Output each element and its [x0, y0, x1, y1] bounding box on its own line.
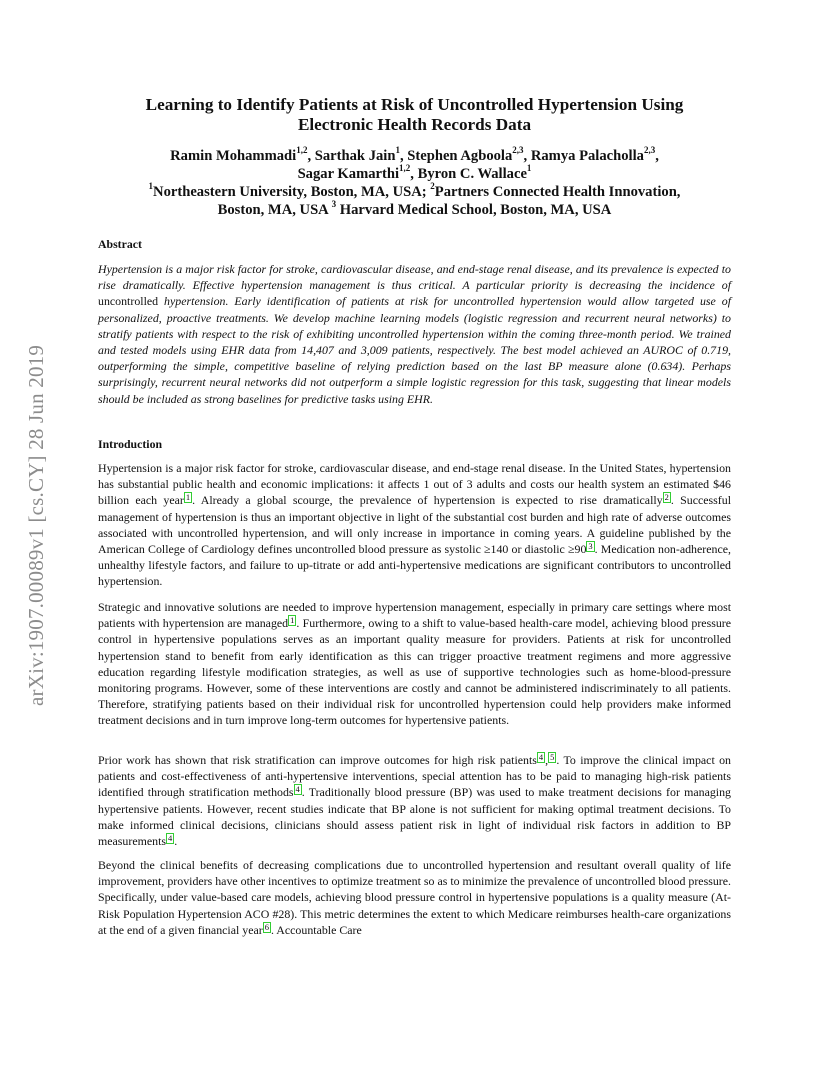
author-separator: ,	[655, 148, 659, 164]
citation-link[interactable]: 5	[550, 752, 555, 762]
paragraph-text: Strategic and innovative solutions are needed to improve hypertension management, especially in primary care settings where most patients with hypertension are managed	[98, 600, 731, 631]
paper-title	[98, 95, 731, 135]
citation-link[interactable]: 2	[664, 492, 669, 503]
affiliation-marker: 2,3	[512, 145, 524, 156]
paragraph-text: . Furthermore, owing to a shift to value-based health-care model, achieving blood pressure control in hypertensive populations serves as an important quality measure for providers. Patients at risk for uncontrolled hypertension stand to benefit from early identification as this can trigger proactive treatment regimens and more aggressive education regarding lifestyle modification strategies, as well as use of supportive technologies such as home-blood-pressure monitoring programs. However, some of these interventions are costly and cannot be administered indiscriminately to all patients. Therefore, stratifying patients based on their individual risk for uncontrolled hypertension could help providers make informed treatment decisions and in turn improve long-term outcomes for hypertensive patients.	[98, 616, 732, 728]
abstract-text: hypertension. Early identification of patients at risk for uncontrolled hypertension would allow targeted use of personalized, proactive treatments. We develop machine learning models (logistic regression and recurrent neural networks) to stratify patients with respect to the risk of exhibiting uncontrolled hypertension within the coming three-month period. We trained and tested models using EHR data from 14,407 and 3,009 patients, respectively. The best model achieved an AUROC of 0.719, outperforming the simple, competitive baseline of relying prediction based on the last BP measure alone (0.634). Perhaps surprisingly, recurrent neural networks did not outperform a simple logistic regression for this task, suggesting that linear models should be included as strong baselines for predictive tasks using EHR.	[98, 294, 731, 406]
intro-paragraph-3	[98, 752, 731, 849]
affiliation-marker: 1	[395, 145, 400, 156]
abstract-emphasis: uncontrolled	[98, 294, 159, 309]
paragraph-text: .	[174, 834, 178, 849]
title-line-1: Learning to Identify Patients at Risk of Uncontrolled Hypertension Using	[145, 95, 684, 114]
introduction-heading: Introduction	[98, 437, 163, 451]
citation-link[interactable]: 4	[295, 784, 300, 795]
affiliation-marker: 1	[148, 181, 154, 192]
citation-link[interactable]: 4	[538, 752, 544, 762]
affiliation-text: Partners Connected Health Innovation,	[434, 184, 681, 200]
affiliation-marker: 1	[526, 163, 532, 174]
intro-paragraph-4	[98, 857, 731, 938]
author-name: , Byron C. Wallace	[410, 166, 527, 182]
affiliation-marker: 2,3	[643, 145, 656, 156]
intro-paragraph-2	[98, 599, 731, 729]
affiliation-marker: 1,2	[296, 145, 308, 156]
paragraph-text: Beyond the clinical benefits of decreasing complications due to uncontrolled hypertension and resultant overall quality of life improvement, providers have other incentives to optimize treatment so as to minimize the prevalence of uncontrolled blood pressure. Specifically, under value-based care models, achieving blood pressure control in hypertensive populations is a quality measure (At-Risk Population Hypertension ACO #28). This metric determines the extent to which Medicare reimburses health-care organizations at the end of a given financial year	[98, 858, 731, 937]
affiliation-text: Boston, MA, USA	[217, 202, 332, 218]
paragraph-text: . To improve the clinical impact on patients and cost-effectiveness of anti-hypertensive interventions, special attention has to be paid to managing high-risk patients identified through stratification methods	[98, 753, 731, 800]
citation-link[interactable]: 6	[264, 921, 269, 932]
author-name: , Ramya Palacholla	[523, 148, 644, 164]
author-name: , Sarthak Jain	[307, 148, 396, 164]
abstract-text: Hypertension is a major risk factor for stroke, cardiovascular disease, and end-stage renal disease, and its prevalence is expected to rise dramatically. Effective hypertension management is thus critical. A particular priority is decreasing the incidence of	[98, 262, 731, 293]
affiliation-marker: 1,2	[399, 163, 411, 174]
affiliation-marker: 2	[430, 181, 435, 192]
citation-separator: ,	[545, 753, 549, 767]
author-name: Ramin Mohammadi	[170, 148, 297, 164]
affiliation-text: Northeastern University, Boston, MA, USA;	[153, 184, 431, 200]
intro-paragraph-1	[98, 460, 731, 590]
arxiv-identifier-stamp: arXiv:1907.00089v1 [cs.CY] 28 Jun 2019	[24, 344, 48, 706]
affiliation-text: Harvard Medical School, Boston, MA, USA	[336, 202, 612, 218]
paragraph-text: . Successful management of hypertension is thus an important objective in light of the substantial cost burden and high rate of adverse outcomes associated with uncontrolled hypertension, and will only increase in importance in coming years. A guideline published by the American College of Cardiology defines uncontrolled blood pressure as systolic ≥140 or diastolic ≥90	[98, 493, 731, 557]
title-line-2: Electronic Health Records Data	[297, 115, 532, 134]
abstract-heading: Abstract	[98, 237, 142, 251]
paragraph-text: Hypertension is a major risk factor for stroke, cardiovascular disease, and end-stage renal disease. In the United States, hypertension has substantial public health and economic implications: it affects 1 out of 3 adults and costs our health system an estimated $46 billion each year	[98, 461, 731, 508]
citation-link[interactable]: 4	[168, 833, 173, 844]
affiliation-marker: 3	[331, 199, 337, 210]
paragraph-text: . Medication non-adherence, unhealthy lifestyle factors, and failure to up-titrate or add anti-hypertensive medications are significant contributors to uncontrolled hypertension.	[98, 542, 731, 589]
paragraph-text: . Traditionally blood pressure (BP) was used to make treatment decisions for managing hypertensive patients. However, recent studies indicate that BP alone is not sufficient for making optimal treatment decisions. To make informed clinical decisions, clinicians should assess patient risk in light of individual risk factors in addition to BP measurements	[98, 785, 731, 849]
author-block	[98, 147, 731, 219]
author-name: , Stephen Agboola	[399, 148, 513, 164]
citation-link[interactable]: 1	[290, 615, 295, 626]
paragraph-text: . Accountable Care	[271, 922, 362, 937]
citation-link[interactable]: 1	[185, 492, 191, 503]
abstract-body	[98, 261, 731, 407]
paragraph-text: . Already a global scourge, the prevalence of hypertension is expected to rise dramatically	[192, 493, 663, 508]
citation-link[interactable]: 3	[588, 541, 593, 552]
author-name: Sagar Kamarthi	[297, 166, 400, 182]
paragraph-text: Prior work has shown that risk stratification can improve outcomes for high risk patients	[98, 753, 537, 767]
